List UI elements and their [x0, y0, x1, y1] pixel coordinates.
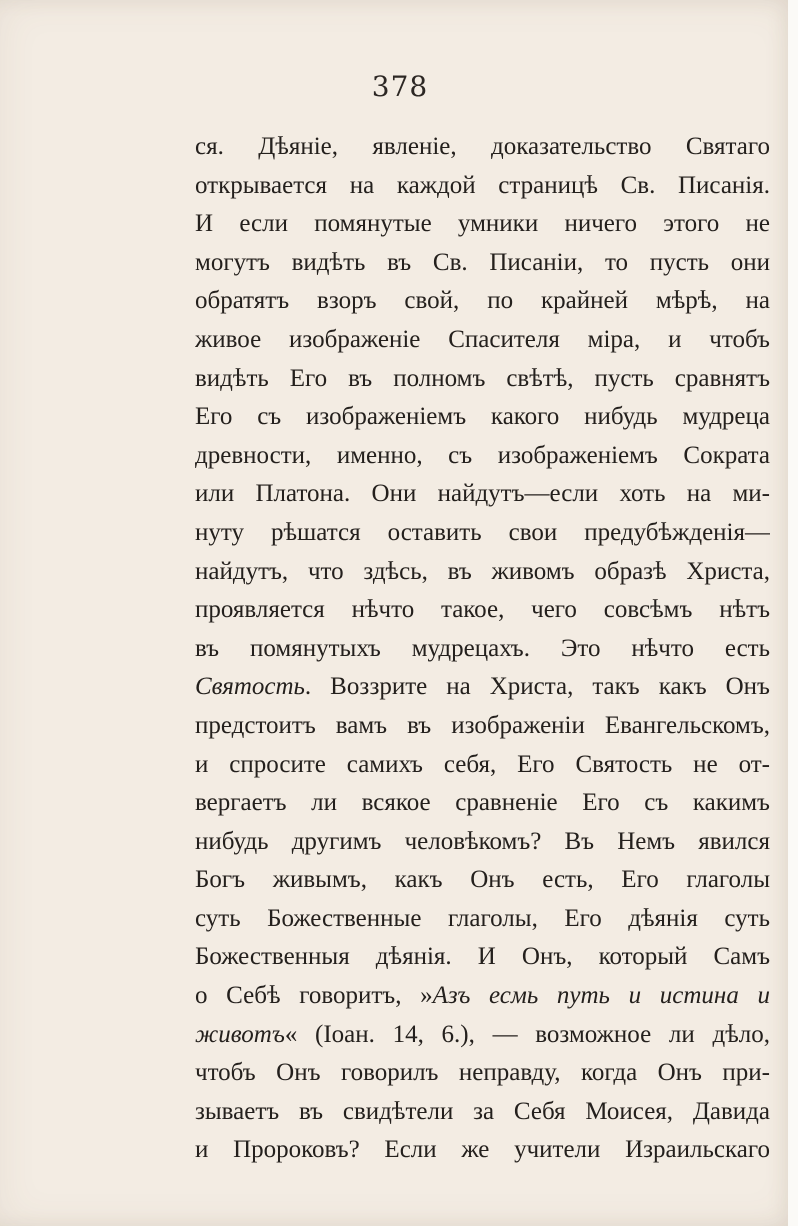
text-segment: предстоитъ вамъ въ изображеніи Евангельскомъ, — [195, 711, 770, 739]
text-line — [195, 1054, 770, 1093]
page-edge — [788, 0, 798, 1226]
page-number: 378 — [371, 70, 429, 103]
text-line — [195, 475, 770, 514]
text-segment: и спросите самихъ себя, Его Святость не от- — [195, 750, 770, 778]
text-segment: нибудь другимъ человѣкомъ? Въ Немъ явился — [195, 827, 770, 855]
italic-text: животъ — [195, 1020, 285, 1048]
text-segment: . Воззрите на Христа, такъ какъ Онъ — [304, 673, 770, 701]
body-text — [195, 128, 770, 1170]
text-line — [195, 437, 770, 476]
text-segment: вергаетъ ли всякое сравненіе Его съ какимъ — [195, 789, 770, 817]
text-segment: И если помянутые умники ничего этого не — [195, 210, 770, 238]
text-segment: открывается на каждой страницѣ Св. Писанія. — [195, 171, 770, 199]
text-line — [195, 244, 770, 283]
text-segment: Его съ изображеніемъ какого нибудь мудреца — [195, 403, 770, 431]
text-segment: Богъ живымъ, какъ Онъ есть, Его глаголы — [195, 866, 770, 894]
text-line — [195, 591, 770, 630]
text-segment: могутъ видѣть въ Св. Писаніи, то пусть они — [195, 248, 770, 276]
text-segment: нуту рѣшатся оставить свои предубѣжденія— — [195, 518, 770, 546]
text-segment: видѣть Его въ полномъ свѣтѣ, пусть сравнятъ — [195, 364, 770, 392]
text-line — [195, 514, 770, 553]
text-segment: « (Іоан. 14, 6.), — возможное ли дѣло, — [284, 1020, 770, 1048]
text-segment: обратятъ взоръ свой, по крайней мѣрѣ, на — [195, 287, 770, 315]
text-segment: чтобъ Онъ говорилъ неправду, когда Онъ при- — [195, 1059, 770, 1087]
italic-text: Святость — [195, 673, 305, 701]
text-line — [195, 205, 770, 244]
text-segment: Божественныя дѣянія. И Онъ, который Самъ — [195, 943, 770, 971]
text-segment: ся. Дѣяніе, явленіе, доказательство Святаго — [195, 133, 770, 160]
text-line — [195, 282, 770, 321]
text-line — [195, 938, 770, 977]
text-line — [195, 1093, 770, 1132]
text-line — [195, 784, 770, 823]
text-segment: живое изображеніе Спасителя міра, и чтобъ — [195, 325, 770, 353]
text-line — [195, 823, 770, 862]
text-line — [195, 668, 770, 707]
text-segment: о Себѣ говоритъ, » — [195, 982, 433, 1010]
text-line — [195, 321, 770, 360]
text-line — [195, 900, 770, 939]
text-line — [195, 630, 770, 669]
text-line — [195, 128, 770, 167]
text-segment: суть Божественные глаголы, Его дѣянія суть — [195, 904, 770, 932]
text-line — [195, 977, 770, 1016]
text-line — [195, 861, 770, 900]
italic-text: Азъ есмь путь и истина и — [432, 982, 770, 1010]
text-line — [195, 553, 770, 592]
text-line — [195, 707, 770, 746]
text-line — [195, 360, 770, 399]
text-segment: древности, именно, съ изображеніемъ Сократа — [195, 441, 770, 469]
text-line — [195, 1016, 770, 1055]
text-segment: найдутъ, что здѣсь, въ живомъ образѣ Христа, — [195, 557, 770, 585]
text-segment: и Пророковъ? Если же учители Израильскаго — [195, 1136, 770, 1164]
text-line — [195, 746, 770, 785]
text-line — [195, 167, 770, 206]
text-segment: въ помянутыхъ мудрецахъ. Это нѣчто есть — [195, 634, 770, 662]
text-segment: зываетъ въ свидѣтели за Себя Моисея, Давида — [195, 1097, 770, 1125]
text-segment: или Платона. Они найдутъ—если хоть на ми- — [195, 480, 770, 508]
text-segment: проявляется нѣчто такое, чего совсѣмъ нѣтъ — [195, 596, 770, 624]
text-line — [195, 398, 770, 437]
text-line — [195, 1131, 770, 1170]
